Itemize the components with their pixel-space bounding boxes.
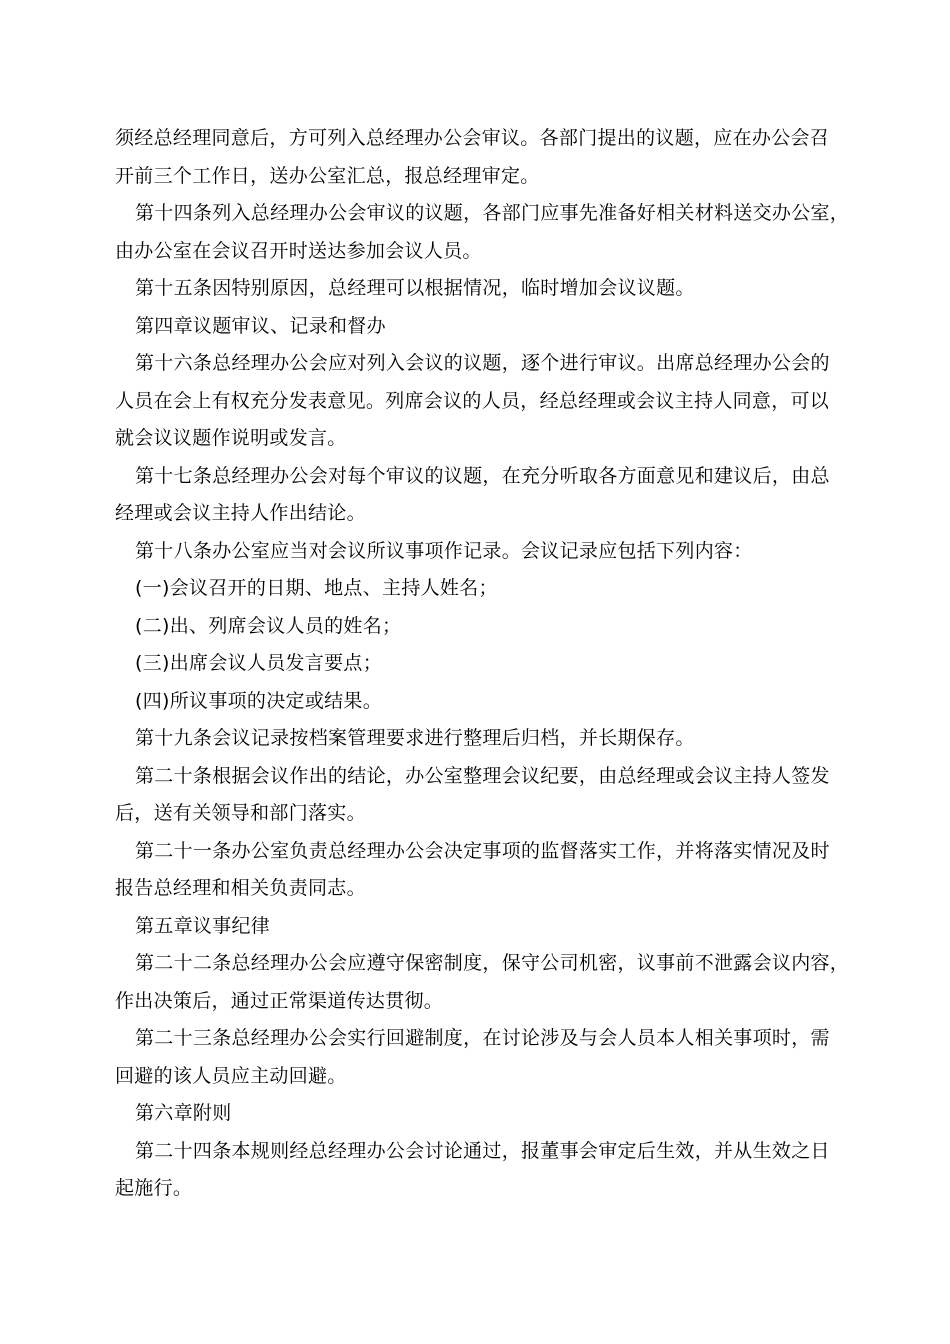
text-line: (三)出席会议人员发言要点； xyxy=(135,652,383,674)
text-line: 第二十条根据会议作出的结论，办公室整理会议纪要，由总经理或会议主持人签发 xyxy=(135,764,830,787)
text-line: (二)出、列席会议人员的姓名； xyxy=(135,614,402,637)
text-line: 经理或会议主持人作出结论。 xyxy=(115,502,366,524)
text-line: 后，送有关领导和部门落实。 xyxy=(115,802,366,824)
text-line: 第二十二条总经理办公会应遵守保密制度，保守公司机密，议事前不泄露会议内容， xyxy=(135,952,850,974)
text-line: 作出决策后，通过正常渠道传达贯彻。 xyxy=(115,989,444,1012)
text-line: 第五章议事纪律 xyxy=(135,914,271,937)
text-line: (四)所议事项的决定或结果。 xyxy=(135,689,383,712)
text-line: 第十六条总经理办公会应对列入会议的议题，逐个进行审议。出席总经理办公会的 xyxy=(135,352,830,374)
text-line: 就会议议题作说明或发言。 xyxy=(115,427,347,449)
text-line: 第四章议题审议、记录和督办 xyxy=(135,314,386,337)
text-line: 第二十一条办公室负责总经理办公会决定事项的监督落实工作，并将落实情况及时 xyxy=(135,839,830,862)
text-line: 人员在会上有权充分发表意见。列席会议的人员，经总经理或会议主持人同意，可以 xyxy=(115,389,830,412)
text-line: 须经总经理同意后，方可列入总经理办公会审议。各部门提出的议题，应在办公会召 xyxy=(115,127,830,149)
document-body xyxy=(115,120,850,1208)
text-line: 第六章附则 xyxy=(135,1102,232,1124)
text-line: 第十五条因特别原因，总经理可以根据情况，临时增加会议议题。 xyxy=(135,277,695,299)
text-line: (一)会议召开的日期、地点、主持人姓名； xyxy=(135,577,498,599)
text-line: 开前三个工作日，送办公室汇总，报总经理审定。 xyxy=(115,164,540,187)
text-line: 第二十四条本规则经总经理办公会讨论通过，报董事会审定后生效，并从生效之日 xyxy=(135,1139,830,1162)
text-line: 报告总经理和相关负责同志。 xyxy=(115,877,366,899)
text-line: 回避的该人员应主动回避。 xyxy=(115,1064,347,1087)
text-line: 第十八条办公室应当对会议所议事项作记录。会议记录应包括下列内容： xyxy=(135,539,753,562)
text-line: 由办公室在会议召开时送达参加会议人员。 xyxy=(115,239,482,262)
text-line: 第十九条会议记录按档案管理要求进行整理后归档，并长期保存。 xyxy=(135,727,695,749)
text-line: 起施行。 xyxy=(115,1177,193,1199)
text-line: 第十四条列入总经理办公会审议的议题，各部门应事先准备好相关材料送交办公室， xyxy=(135,202,850,224)
text-line: 第二十三条总经理办公会实行回避制度，在讨论涉及与会人员本人相关事项时，需 xyxy=(135,1027,830,1049)
text-line: 第十七条总经理办公会对每个审议的议题，在充分听取各方面意见和建议后，由总 xyxy=(135,464,830,487)
